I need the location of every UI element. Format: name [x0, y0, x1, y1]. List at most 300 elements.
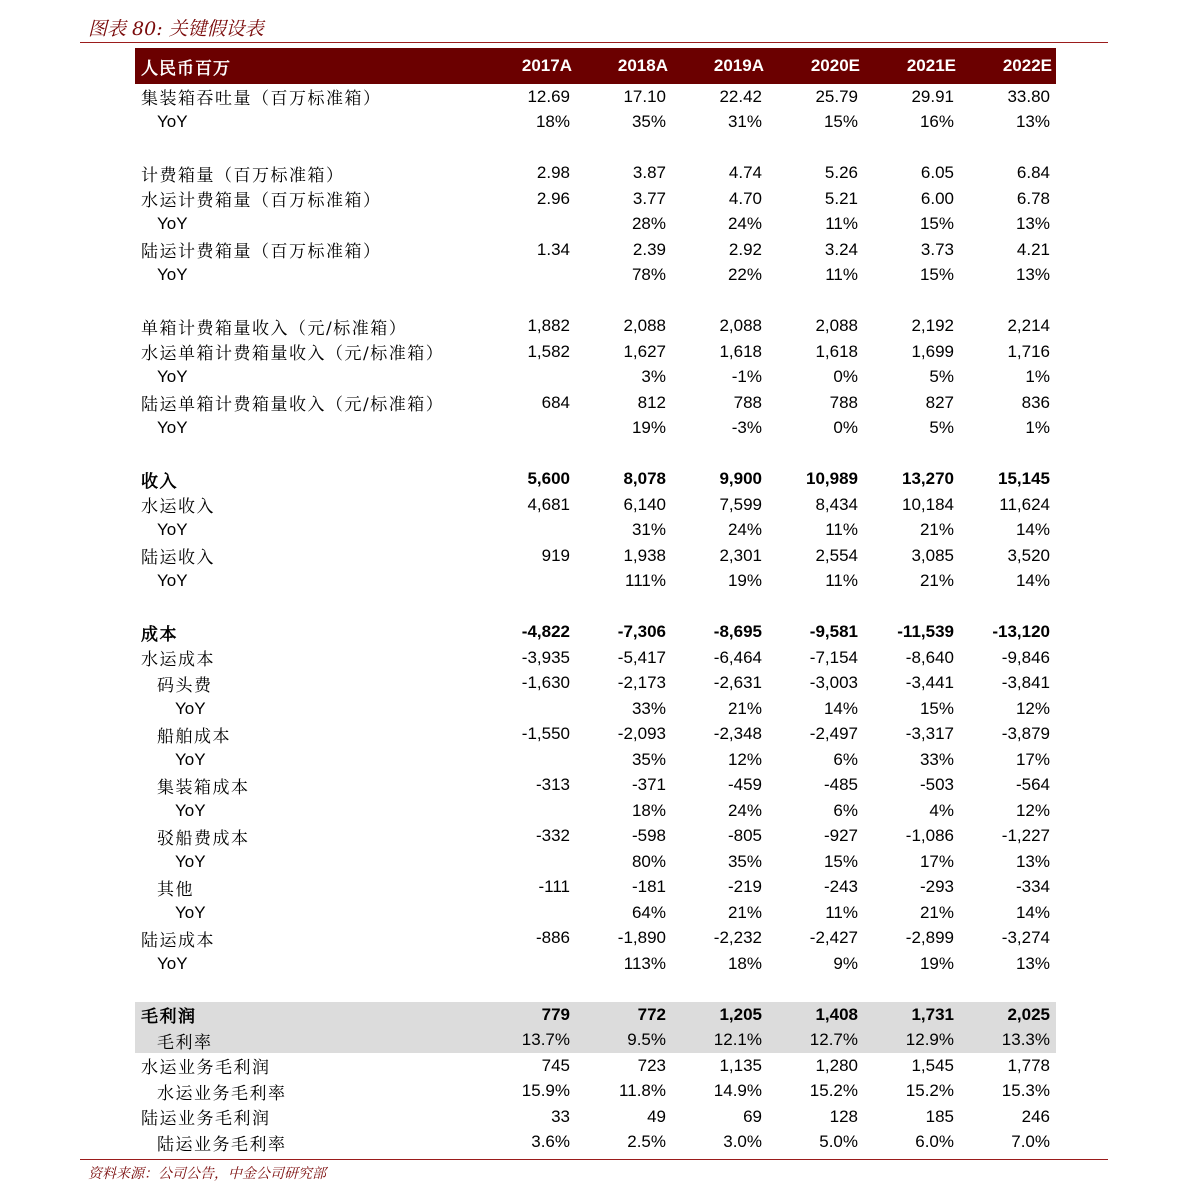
- cell-value: 2.39: [632, 239, 666, 259]
- cell-value: 1,716: [1007, 341, 1050, 361]
- cell-value: 15.3%: [1001, 1081, 1050, 1101]
- cell-value: -332: [535, 826, 570, 846]
- cell-value: 15%: [919, 265, 954, 285]
- table-row: [135, 416, 1056, 442]
- cell-value: 1,618: [815, 341, 858, 361]
- table-row: [135, 1104, 1056, 1130]
- cell-value: 13%: [1015, 265, 1050, 285]
- cell-value: 3,085: [911, 545, 954, 565]
- cell-value: 11.8%: [619, 1081, 666, 1101]
- table-row: [135, 314, 1056, 340]
- table-row: [135, 339, 1056, 365]
- cell-value: 1,627: [623, 341, 666, 361]
- cell-value: -5,417: [617, 647, 666, 667]
- row-label: 陆运计费箱量（百万标准箱）: [141, 242, 382, 263]
- table-row: [135, 212, 1056, 238]
- row-label: 水运业务毛利润: [141, 1058, 271, 1079]
- cell-value: -1,890: [617, 928, 666, 948]
- cell-value: 1,938: [623, 545, 666, 565]
- cell-value: 3.77: [632, 188, 666, 208]
- cell-value: 128: [829, 1106, 858, 1126]
- row-label: YoY: [175, 800, 206, 820]
- cell-value: -11,539: [897, 622, 954, 642]
- cell-value: -459: [727, 775, 762, 795]
- cell-value: 1,882: [527, 316, 570, 336]
- cell-value: 2,088: [815, 316, 858, 336]
- row-label: YoY: [175, 749, 206, 769]
- row-label: 水运业务毛利率: [157, 1083, 287, 1104]
- row-label: YoY: [157, 214, 188, 234]
- cell-value: 13%: [1015, 214, 1050, 234]
- cell-value: 5%: [929, 367, 954, 387]
- cell-value: 11,624: [999, 494, 1050, 514]
- cell-value: 19%: [631, 418, 666, 438]
- cell-value: 919: [541, 545, 570, 565]
- cell-value: -3,003: [809, 673, 858, 693]
- row-label: 计费箱量（百万标准箱）: [141, 165, 345, 186]
- row-label: 船舶成本: [157, 726, 231, 747]
- cell-value: 1%: [1025, 418, 1050, 438]
- cell-value: 33%: [631, 698, 666, 718]
- cell-value: -1,086: [905, 826, 954, 846]
- row-label: 水运单箱计费箱量收入（元/标准箱）: [141, 344, 445, 365]
- row-label: 陆运单箱计费箱量收入（元/标准箱）: [141, 395, 445, 416]
- row-label: 集装箱吞吐量（百万标准箱）: [141, 89, 382, 110]
- cell-value: -3,274: [1001, 928, 1050, 948]
- spacer-row: [135, 288, 1056, 314]
- cell-value: 15.2%: [905, 1081, 954, 1101]
- cell-value: 246: [1021, 1106, 1050, 1126]
- cell-value: 3,520: [1007, 545, 1050, 565]
- cell-value: 3.24: [824, 239, 858, 259]
- cell-value: -7,154: [809, 647, 858, 667]
- cell-value: 15%: [919, 698, 954, 718]
- cell-value: -3,879: [1001, 724, 1050, 744]
- row-label: YoY: [175, 698, 206, 718]
- table-row: [135, 1028, 1056, 1054]
- header-year: 2018A: [617, 56, 668, 75]
- row-label: 水运收入: [141, 497, 215, 518]
- cell-value: 4%: [929, 800, 954, 820]
- cell-value: 723: [637, 1055, 666, 1075]
- cell-value: -293: [919, 877, 954, 897]
- cell-value: 6.05: [920, 163, 954, 183]
- header-year: 2020E: [810, 56, 860, 75]
- spacer-row: [135, 977, 1056, 1003]
- row-label: YoY: [157, 418, 188, 438]
- cell-value: 8,078: [623, 469, 666, 489]
- table-header: [135, 48, 1056, 84]
- table-row: [135, 84, 1056, 110]
- cell-value: 15.9%: [521, 1081, 570, 1101]
- cell-value: 1,205: [719, 1004, 762, 1024]
- cell-value: 2,088: [623, 316, 666, 336]
- cell-value: 12%: [1015, 698, 1050, 718]
- cell-value: 1,699: [911, 341, 954, 361]
- table-row: [135, 1002, 1056, 1028]
- cell-value: 2,301: [719, 545, 762, 565]
- row-label: 毛利润: [141, 1007, 197, 1028]
- cell-value: 15%: [823, 851, 858, 871]
- row-label: YoY: [157, 367, 188, 387]
- cell-value: -1%: [731, 367, 762, 387]
- cell-value: -334: [1015, 877, 1050, 897]
- cell-value: 80%: [631, 851, 666, 871]
- figure-title: 图表 80: 关键假设表: [88, 18, 264, 40]
- cell-value: 812: [637, 392, 666, 412]
- cell-value: 0%: [833, 367, 858, 387]
- cell-value: 1,731: [911, 1004, 954, 1024]
- cell-value: 6.00: [920, 188, 954, 208]
- table-row: [135, 671, 1056, 697]
- cell-value: 21%: [919, 902, 954, 922]
- table-row: [135, 518, 1056, 544]
- header-year: 2019A: [713, 56, 764, 75]
- table-row: [135, 773, 1056, 799]
- row-label: 码头费: [157, 675, 213, 696]
- cell-value: 3%: [641, 367, 666, 387]
- cell-value: -598: [631, 826, 666, 846]
- table-row: [135, 645, 1056, 671]
- table-row: [135, 620, 1056, 646]
- cell-value: 64%: [631, 902, 666, 922]
- cell-value: 24%: [727, 214, 762, 234]
- cell-value: 22.42: [719, 86, 762, 106]
- cell-value: 6%: [833, 800, 858, 820]
- table-row: [135, 849, 1056, 875]
- row-label: 毛利率: [157, 1032, 213, 1053]
- cell-value: 12.7%: [809, 1030, 858, 1050]
- cell-value: -8,640: [905, 647, 954, 667]
- cell-value: 12%: [1015, 800, 1050, 820]
- cell-value: 13%: [1015, 112, 1050, 132]
- header-year: 2017A: [521, 56, 572, 75]
- cell-value: 6%: [833, 749, 858, 769]
- cell-value: 4.70: [728, 188, 762, 208]
- cell-value: -111: [538, 877, 570, 897]
- table-body: [135, 84, 1056, 1155]
- cell-value: 11%: [825, 265, 858, 285]
- row-label: 陆运收入: [141, 548, 215, 569]
- table-row: [135, 569, 1056, 595]
- cell-value: -6,464: [713, 647, 762, 667]
- cell-value: 19%: [727, 571, 762, 591]
- table-row: [135, 1079, 1056, 1105]
- cell-value: -886: [535, 928, 570, 948]
- cell-value: 11%: [825, 214, 858, 234]
- cell-value: 1,778: [1007, 1055, 1050, 1075]
- table-row: [135, 1130, 1056, 1156]
- cell-value: 113%: [623, 953, 666, 973]
- cell-value: 31%: [631, 520, 666, 540]
- header-year: 2021E: [906, 56, 956, 75]
- cell-value: 7.0%: [1011, 1132, 1050, 1152]
- cell-value: 69: [743, 1106, 762, 1126]
- cell-value: -1,227: [1001, 826, 1050, 846]
- cell-value: 17.10: [623, 86, 666, 106]
- cell-value: -3,317: [905, 724, 954, 744]
- cell-value: -13,120: [992, 622, 1050, 642]
- row-label: 收入: [141, 471, 178, 492]
- source-note: 资料来源：公司公告，中金公司研究部: [88, 1166, 326, 1182]
- cell-value: -2,497: [809, 724, 858, 744]
- cell-value: 9,900: [719, 469, 762, 489]
- cell-value: 185: [925, 1106, 954, 1126]
- cell-value: -564: [1015, 775, 1050, 795]
- cell-value: 1,280: [815, 1055, 858, 1075]
- cell-value: -4,822: [521, 622, 570, 642]
- cell-value: 2,214: [1007, 316, 1050, 336]
- cell-value: 1.34: [536, 239, 570, 259]
- table-row: [135, 951, 1056, 977]
- cell-value: 22%: [727, 265, 762, 285]
- cell-value: 2.92: [728, 239, 762, 259]
- cell-value: 14%: [1015, 520, 1050, 540]
- cell-value: 4.21: [1016, 239, 1050, 259]
- cell-value: 31%: [727, 112, 762, 132]
- row-label: YoY: [175, 902, 206, 922]
- cell-value: 6.78: [1016, 188, 1050, 208]
- spacer-row: [135, 135, 1056, 161]
- row-label: 驳船费成本: [157, 828, 250, 849]
- table-row: [135, 492, 1056, 518]
- cell-value: 12.9%: [905, 1030, 954, 1050]
- cell-value: 12.1%: [713, 1030, 762, 1050]
- cell-value: -2,427: [809, 928, 858, 948]
- cell-value: 2.98: [536, 163, 570, 183]
- cell-value: -243: [823, 877, 858, 897]
- cell-value: 33: [551, 1106, 570, 1126]
- cell-value: 18%: [631, 800, 666, 820]
- cell-value: -503: [919, 775, 954, 795]
- cell-value: 4,681: [527, 494, 570, 514]
- cell-value: 4.74: [728, 163, 762, 183]
- cell-value: 5,600: [527, 469, 570, 489]
- cell-value: 2,025: [1007, 1004, 1050, 1024]
- cell-value: -3,441: [905, 673, 954, 693]
- table-row: [135, 747, 1056, 773]
- table-row: [135, 875, 1056, 901]
- row-label: 陆运业务毛利率: [157, 1134, 287, 1155]
- cell-value: 16%: [919, 112, 954, 132]
- cell-value: 14%: [823, 698, 858, 718]
- cell-value: 33.80: [1007, 86, 1050, 106]
- table-row: [135, 798, 1056, 824]
- cell-value: 21%: [727, 902, 762, 922]
- cell-value: 2.5%: [627, 1132, 666, 1152]
- cell-value: 21%: [919, 520, 954, 540]
- cell-value: 15%: [823, 112, 858, 132]
- cell-value: 25.79: [815, 86, 858, 106]
- cell-value: 35%: [631, 749, 666, 769]
- cell-value: 24%: [727, 520, 762, 540]
- cell-value: 78%: [631, 265, 666, 285]
- row-label: YoY: [157, 520, 188, 540]
- cell-value: -181: [631, 877, 666, 897]
- cell-value: 1%: [1025, 367, 1050, 387]
- row-label: 水运成本: [141, 650, 215, 671]
- row-label: 其他: [157, 879, 194, 900]
- cell-value: 779: [541, 1004, 570, 1024]
- cell-value: -3,841: [1001, 673, 1050, 693]
- cell-value: 0%: [833, 418, 858, 438]
- cell-value: 5.26: [824, 163, 858, 183]
- cell-value: 15%: [919, 214, 954, 234]
- row-label: 陆运成本: [141, 930, 215, 951]
- cell-value: 9%: [833, 953, 858, 973]
- cell-value: 2,554: [815, 545, 858, 565]
- cell-value: 1,545: [911, 1055, 954, 1075]
- cell-value: 788: [733, 392, 762, 412]
- cell-value: 3.0%: [723, 1132, 762, 1152]
- cell-value: 1,582: [527, 341, 570, 361]
- header-unit-label: 人民币百万: [141, 58, 231, 79]
- cell-value: 2,088: [719, 316, 762, 336]
- cell-value: 17%: [919, 851, 954, 871]
- cell-value: 33%: [919, 749, 954, 769]
- cell-value: 788: [829, 392, 858, 412]
- row-label: 陆运业务毛利润: [141, 1109, 271, 1130]
- assumptions-table: [135, 48, 1056, 1155]
- cell-value: 2.96: [536, 188, 570, 208]
- row-label: 集装箱成本: [157, 777, 250, 798]
- cell-value: -2,899: [905, 928, 954, 948]
- cell-value: 11%: [825, 902, 858, 922]
- cell-value: -8,695: [713, 622, 762, 642]
- cell-value: -371: [631, 775, 666, 795]
- cell-value: 10,184: [902, 494, 954, 514]
- cell-value: 13,270: [902, 469, 954, 489]
- row-label: 水运计费箱量（百万标准箱）: [141, 191, 382, 212]
- cell-value: 13.3%: [1001, 1030, 1050, 1050]
- cell-value: -9,846: [1001, 647, 1050, 667]
- cell-value: 15.2%: [809, 1081, 858, 1101]
- cell-value: 3.6%: [531, 1132, 570, 1152]
- cell-value: 5%: [929, 418, 954, 438]
- cell-value: 19%: [919, 953, 954, 973]
- table-row: [135, 365, 1056, 391]
- cell-value: -927: [823, 826, 858, 846]
- row-label: YoY: [175, 851, 206, 871]
- cell-value: 111%: [625, 571, 666, 591]
- cell-value: -3%: [731, 418, 762, 438]
- cell-value: 1,618: [719, 341, 762, 361]
- table-row: [135, 696, 1056, 722]
- table-row: [135, 543, 1056, 569]
- cell-value: -7,306: [617, 622, 666, 642]
- cell-value: -2,631: [713, 673, 762, 693]
- cell-value: 29.91: [911, 86, 954, 106]
- cell-value: 11%: [825, 571, 858, 591]
- cell-value: 49: [647, 1106, 666, 1126]
- cell-value: 11%: [825, 520, 858, 540]
- cell-value: 13.7%: [521, 1030, 570, 1050]
- cell-value: -2,232: [713, 928, 762, 948]
- cell-value: 7,599: [719, 494, 762, 514]
- cell-value: 5.21: [824, 188, 858, 208]
- cell-value: 13%: [1015, 953, 1050, 973]
- cell-value: -3,935: [521, 647, 570, 667]
- cell-value: 9.5%: [627, 1030, 666, 1050]
- cell-value: -9,581: [809, 622, 858, 642]
- cell-value: -313: [535, 775, 570, 795]
- cell-value: 8,434: [815, 494, 858, 514]
- cell-value: 21%: [919, 571, 954, 591]
- cell-value: 21%: [727, 698, 762, 718]
- cell-value: 12.69: [527, 86, 570, 106]
- cell-value: -485: [823, 775, 858, 795]
- cell-value: 772: [637, 1004, 666, 1024]
- row-label: YoY: [157, 265, 188, 285]
- cell-value: 24%: [727, 800, 762, 820]
- cell-value: -219: [727, 877, 762, 897]
- cell-value: 28%: [631, 214, 666, 234]
- row-label: YoY: [157, 112, 188, 132]
- cell-value: 684: [541, 392, 570, 412]
- bottom-divider: [80, 1159, 1108, 1160]
- spacer-row: [135, 594, 1056, 620]
- header-year: 2022E: [1002, 56, 1052, 75]
- cell-value: 6.0%: [915, 1132, 954, 1152]
- cell-value: -1,550: [521, 724, 570, 744]
- cell-value: 6,140: [623, 494, 666, 514]
- spacer-row: [135, 441, 1056, 467]
- cell-value: 10,989: [806, 469, 858, 489]
- table-row: [135, 926, 1056, 952]
- cell-value: 836: [1021, 392, 1050, 412]
- cell-value: -805: [727, 826, 762, 846]
- cell-value: 5.0%: [819, 1132, 858, 1152]
- table-row: [135, 467, 1056, 493]
- cell-value: 13%: [1015, 851, 1050, 871]
- table-row: [135, 824, 1056, 850]
- table-row: [135, 722, 1056, 748]
- cell-value: 6.84: [1016, 163, 1050, 183]
- cell-value: 827: [925, 392, 954, 412]
- cell-value: 2,192: [911, 316, 954, 336]
- table-row: [135, 186, 1056, 212]
- cell-value: -2,173: [617, 673, 666, 693]
- cell-value: 12%: [727, 749, 762, 769]
- table-row: [135, 110, 1056, 136]
- cell-value: -1,630: [521, 673, 570, 693]
- cell-value: 14%: [1015, 571, 1050, 591]
- table-row: [135, 390, 1056, 416]
- cell-value: 3.73: [920, 239, 954, 259]
- row-label: YoY: [157, 953, 188, 973]
- row-label: 单箱计费箱量收入（元/标准箱）: [141, 318, 408, 339]
- cell-value: 3.87: [632, 163, 666, 183]
- table-row: [135, 900, 1056, 926]
- cell-value: 1,408: [815, 1004, 858, 1024]
- cell-value: 745: [541, 1055, 570, 1075]
- row-label: 成本: [141, 624, 178, 645]
- cell-value: -2,348: [713, 724, 762, 744]
- cell-value: 14.9%: [713, 1081, 762, 1101]
- table-row: [135, 263, 1056, 289]
- cell-value: 17%: [1015, 749, 1050, 769]
- cell-value: 18%: [535, 112, 570, 132]
- table-row: [135, 237, 1056, 263]
- table-row: [135, 161, 1056, 187]
- row-label: YoY: [157, 571, 188, 591]
- cell-value: 1,135: [719, 1055, 762, 1075]
- cell-value: 18%: [727, 953, 762, 973]
- cell-value: 15,145: [998, 469, 1050, 489]
- cell-value: -2,093: [617, 724, 666, 744]
- cell-value: 35%: [631, 112, 666, 132]
- top-divider: [80, 42, 1108, 43]
